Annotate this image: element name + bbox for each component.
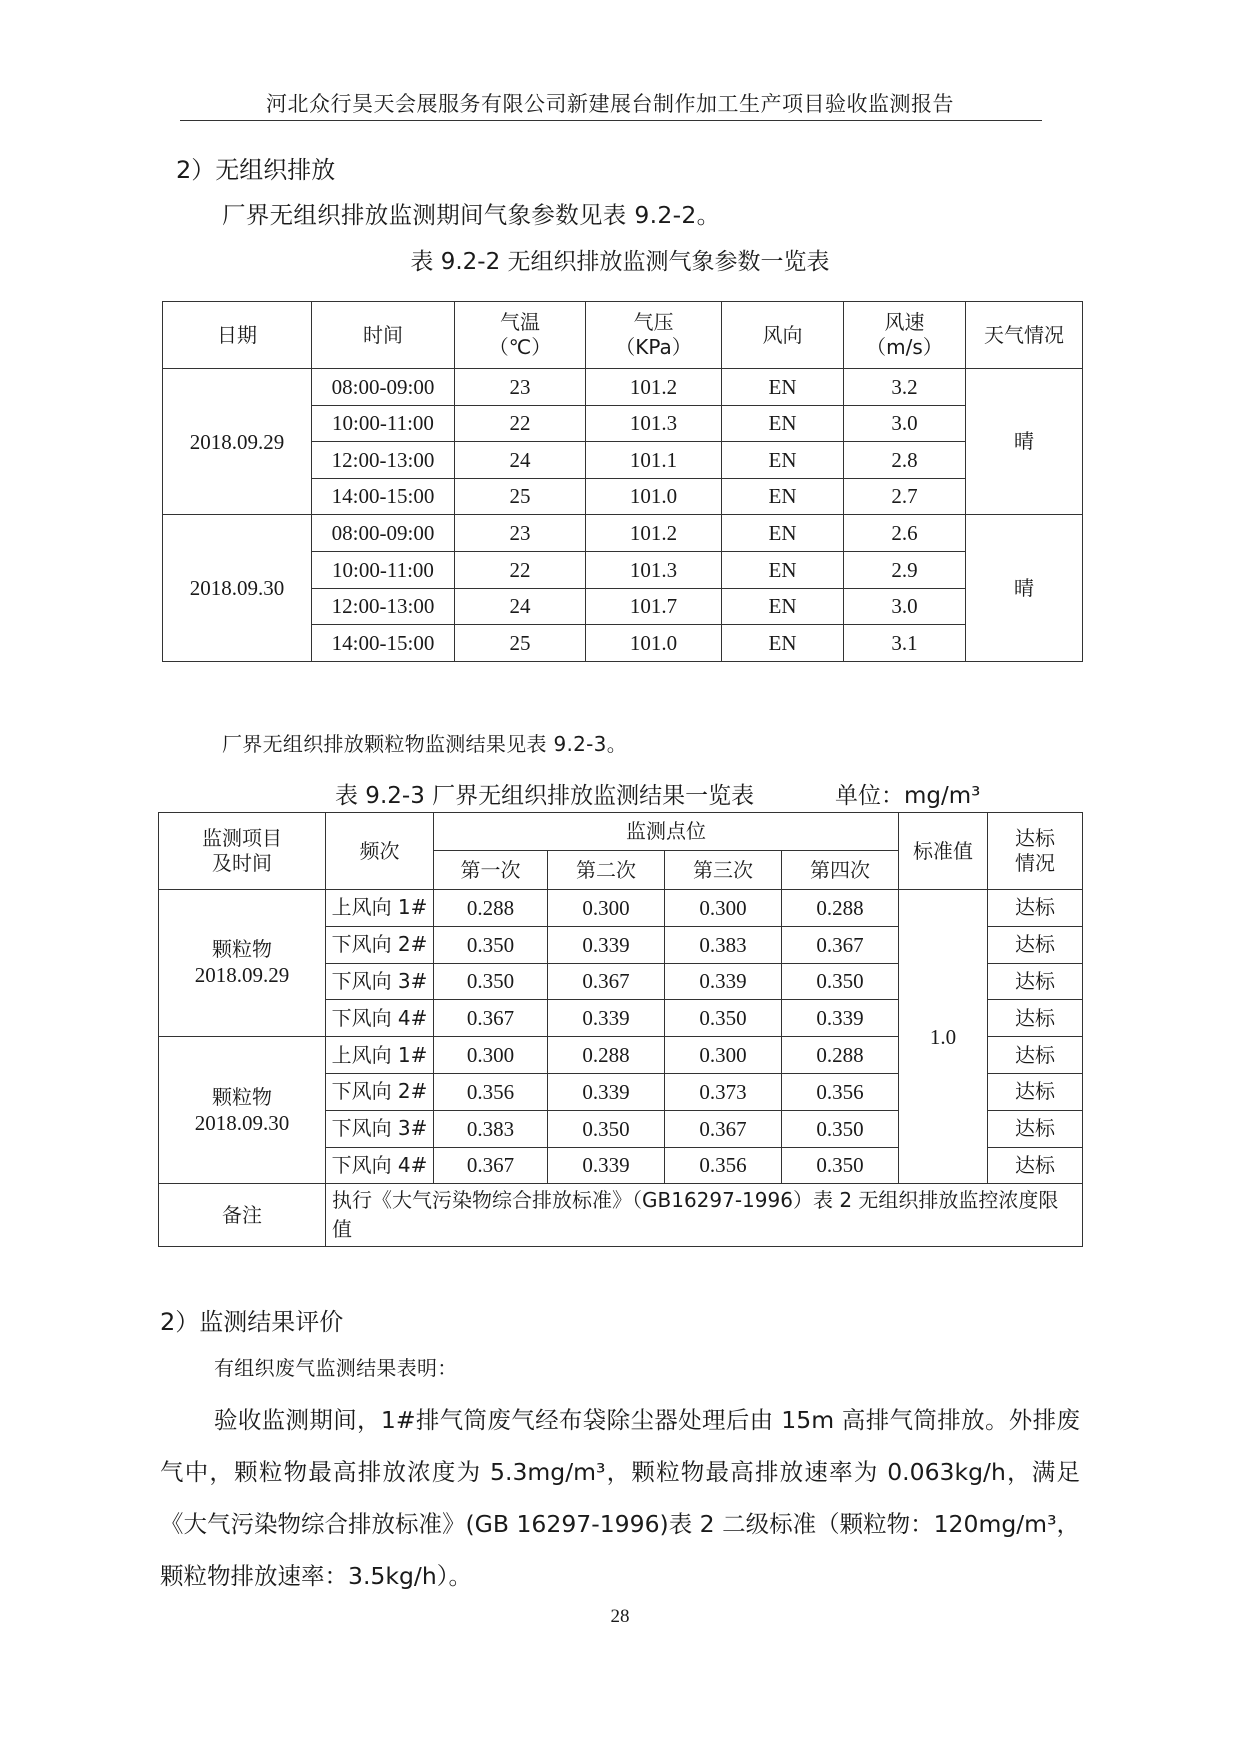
table2-intro: 厂界无组织排放颗粒物监测结果见表 9.2-3。 bbox=[222, 732, 628, 756]
value-cell-3: 0.300 bbox=[665, 1037, 782, 1074]
compliance-cell: 达标 bbox=[988, 1073, 1083, 1110]
weather-cell: 晴 bbox=[966, 515, 1083, 661]
time-cell: 08:00-09:00 bbox=[312, 515, 455, 552]
value-cell-1: 0.350 bbox=[434, 926, 548, 963]
section-heading-fugitive: 2）无组织排放 bbox=[176, 156, 336, 184]
value-cell-4: 0.350 bbox=[782, 1147, 899, 1184]
time-cell: 14:00-15:00 bbox=[312, 478, 455, 515]
wind-speed-cell: 2.6 bbox=[844, 515, 966, 552]
value-cell-4: 0.356 bbox=[782, 1073, 899, 1110]
value-cell-2: 0.288 bbox=[548, 1037, 665, 1074]
point-cell: 下风向 2# bbox=[326, 1073, 434, 1110]
item-date: 2018.09.29 bbox=[194, 963, 290, 988]
point-cell: 上风向 1# bbox=[326, 1037, 434, 1074]
item-date-cell bbox=[159, 890, 326, 1037]
item-date: 2018.09.30 bbox=[194, 1110, 290, 1135]
value-cell-3: 0.373 bbox=[665, 1073, 782, 1110]
weather-cell: 晴 bbox=[966, 369, 1083, 515]
compliance-cell: 达标 bbox=[988, 1037, 1083, 1074]
value-cell-3: 0.350 bbox=[665, 1000, 782, 1037]
value-cell-3: 0.339 bbox=[665, 963, 782, 1000]
value-cell-2: 0.339 bbox=[548, 1147, 665, 1184]
pressure-cell: 101.1 bbox=[586, 442, 722, 479]
col-header-time: 时间 bbox=[312, 302, 455, 369]
pressure-cell: 101.0 bbox=[586, 478, 722, 515]
value-cell-1: 0.367 bbox=[434, 1000, 548, 1037]
value-cell-4: 0.350 bbox=[782, 1110, 899, 1147]
wind-direction-cell: EN bbox=[722, 369, 844, 406]
wind-speed-cell: 2.9 bbox=[844, 551, 966, 588]
pressure-cell: 101.3 bbox=[586, 551, 722, 588]
remark-label: 备注 bbox=[159, 1184, 326, 1247]
time-cell: 10:00-11:00 bbox=[312, 405, 455, 442]
point-cell: 下风向 3# bbox=[326, 963, 434, 1000]
col-header-compliance: 达标 情况 bbox=[988, 813, 1083, 890]
header-divider bbox=[180, 120, 1042, 121]
remark-row bbox=[159, 1184, 1083, 1247]
compliance-cell: 达标 bbox=[988, 1110, 1083, 1147]
meteorological-table bbox=[162, 301, 1083, 662]
remark-text: 执行《大气污染物综合排放标准》（GB16297-1996）表 2 无组织排放监控浓度限值 bbox=[326, 1184, 1083, 1247]
col-header-temperature: 气温 （℃） bbox=[455, 302, 586, 369]
col-header-pressure: 气压 （KPa） bbox=[586, 302, 722, 369]
temperature-cell: 25 bbox=[455, 478, 586, 515]
table2-caption: 表 9.2-3 厂界无组织排放监测结果一览表 bbox=[335, 783, 755, 809]
value-cell-1: 0.356 bbox=[434, 1073, 548, 1110]
col-header-weather: 天气情况 bbox=[966, 302, 1083, 369]
compliance-cell: 达标 bbox=[988, 890, 1083, 927]
compliance-cell: 达标 bbox=[988, 963, 1083, 1000]
page-number: 28 bbox=[610, 1606, 630, 1627]
value-cell-3: 0.367 bbox=[665, 1110, 782, 1147]
time-cell: 12:00-13:00 bbox=[312, 588, 455, 625]
table1-intro: 厂界无组织排放监测期间气象参数见表 9.2-2。 bbox=[222, 201, 721, 229]
col-header-item-time: 监测项目 及时间 bbox=[159, 813, 326, 890]
item-name: 颗粒物 bbox=[212, 937, 272, 962]
time-cell: 12:00-13:00 bbox=[312, 442, 455, 479]
value-cell-2: 0.339 bbox=[548, 1000, 665, 1037]
temperature-cell: 25 bbox=[455, 625, 586, 662]
wind-direction-cell: EN bbox=[722, 625, 844, 662]
col-header-frequency: 频次 bbox=[326, 813, 434, 890]
value-cell-4: 0.339 bbox=[782, 1000, 899, 1037]
point-cell: 下风向 4# bbox=[326, 1000, 434, 1037]
point-cell: 下风向 4# bbox=[326, 1147, 434, 1184]
temperature-cell: 23 bbox=[455, 515, 586, 552]
value-cell-1: 0.300 bbox=[434, 1037, 548, 1074]
temperature-cell: 22 bbox=[455, 551, 586, 588]
col-header-second: 第二次 bbox=[548, 851, 665, 890]
pressure-cell: 101.7 bbox=[586, 588, 722, 625]
evaluation-lead: 有组织废气监测结果表明： bbox=[214, 1356, 458, 1380]
pressure-cell: 101.3 bbox=[586, 405, 722, 442]
table2-unit: 单位：mg/m³ bbox=[835, 783, 981, 809]
temperature-cell: 24 bbox=[455, 442, 586, 479]
temperature-cell: 24 bbox=[455, 588, 586, 625]
wind-direction-cell: EN bbox=[722, 478, 844, 515]
evaluation-paragraph: 验收监测期间，1#排气筒废气经布袋除尘器处理后由 15m 高排气筒排放。外排废气中，颗粒物最高排放浓度为 5.3mg/m³，颗粒物最高排放速率为 0.063kg/h，满足《大气污染物综合排放标准》(GB 16297-1996)表 2 二级标准（颗粒物：120mg/m³，颗粒物排放速率：3.5kg/h）。 bbox=[160, 1406, 1080, 1590]
value-cell-2: 0.300 bbox=[548, 890, 665, 927]
value-cell-4: 0.288 bbox=[782, 890, 899, 927]
wind-speed-cell: 2.8 bbox=[844, 442, 966, 479]
value-cell-2: 0.339 bbox=[548, 926, 665, 963]
value-cell-1: 0.367 bbox=[434, 1147, 548, 1184]
particulate-results-table bbox=[158, 812, 1083, 1247]
table-row bbox=[163, 515, 1083, 552]
wind-direction-cell: EN bbox=[722, 588, 844, 625]
value-cell-1: 0.288 bbox=[434, 890, 548, 927]
wind-direction-cell: EN bbox=[722, 515, 844, 552]
wind-speed-cell: 3.0 bbox=[844, 405, 966, 442]
table1-header-row bbox=[163, 302, 1083, 369]
value-cell-2: 0.350 bbox=[548, 1110, 665, 1147]
item-name: 颗粒物 bbox=[212, 1084, 272, 1109]
compliance-cell: 达标 bbox=[988, 1000, 1083, 1037]
col-header-monitoring-points: 监测点位 bbox=[434, 813, 899, 851]
value-cell-4: 0.288 bbox=[782, 1037, 899, 1074]
compliance-cell: 达标 bbox=[988, 926, 1083, 963]
table2-header-row-1 bbox=[159, 813, 1083, 851]
pressure-cell: 101.2 bbox=[586, 369, 722, 406]
time-cell: 08:00-09:00 bbox=[312, 369, 455, 406]
date-cell: 2018.09.30 bbox=[163, 515, 312, 661]
wind-speed-cell: 3.1 bbox=[844, 625, 966, 662]
pressure-cell: 101.0 bbox=[586, 625, 722, 662]
point-cell: 下风向 2# bbox=[326, 926, 434, 963]
value-cell-1: 0.383 bbox=[434, 1110, 548, 1147]
temperature-cell: 22 bbox=[455, 405, 586, 442]
col-header-fourth: 第四次 bbox=[782, 851, 899, 890]
table-row bbox=[163, 369, 1083, 406]
value-cell-2: 0.367 bbox=[548, 963, 665, 1000]
wind-speed-cell: 2.7 bbox=[844, 478, 966, 515]
col-header-first: 第一次 bbox=[434, 851, 548, 890]
col-header-standard: 标准值 bbox=[899, 813, 988, 890]
col-header-date: 日期 bbox=[163, 302, 312, 369]
value-cell-1: 0.350 bbox=[434, 963, 548, 1000]
time-cell: 14:00-15:00 bbox=[312, 625, 455, 662]
item-date-cell bbox=[159, 1037, 326, 1184]
value-cell-4: 0.350 bbox=[782, 963, 899, 1000]
wind-speed-cell: 3.2 bbox=[844, 369, 966, 406]
col-header-wind-direction: 风向 bbox=[722, 302, 844, 369]
value-cell-4: 0.367 bbox=[782, 926, 899, 963]
section-heading-evaluation: 2）监测结果评价 bbox=[160, 1308, 344, 1336]
date-cell: 2018.09.29 bbox=[163, 369, 312, 515]
value-cell-3: 0.383 bbox=[665, 926, 782, 963]
table1-caption: 表 9.2-2 无组织排放监测气象参数一览表 bbox=[410, 249, 830, 275]
wind-direction-cell: EN bbox=[722, 405, 844, 442]
table-row bbox=[159, 890, 1083, 927]
col-header-wind-speed: 风速 （m/s） bbox=[844, 302, 966, 369]
compliance-cell: 达标 bbox=[988, 1147, 1083, 1184]
time-cell: 10:00-11:00 bbox=[312, 551, 455, 588]
wind-direction-cell: EN bbox=[722, 442, 844, 479]
pressure-cell: 101.2 bbox=[586, 515, 722, 552]
point-cell: 上风向 1# bbox=[326, 890, 434, 927]
value-cell-3: 0.356 bbox=[665, 1147, 782, 1184]
running-header: 河北众行昊天会展服务有限公司新建展台制作加工生产项目验收监测报告 bbox=[266, 92, 954, 116]
point-cell: 下风向 3# bbox=[326, 1110, 434, 1147]
wind-direction-cell: EN bbox=[722, 551, 844, 588]
standard-value-cell: 1.0 bbox=[899, 890, 988, 1184]
col-header-third: 第三次 bbox=[665, 851, 782, 890]
value-cell-2: 0.339 bbox=[548, 1073, 665, 1110]
temperature-cell: 23 bbox=[455, 369, 586, 406]
value-cell-3: 0.300 bbox=[665, 890, 782, 927]
wind-speed-cell: 3.0 bbox=[844, 588, 966, 625]
